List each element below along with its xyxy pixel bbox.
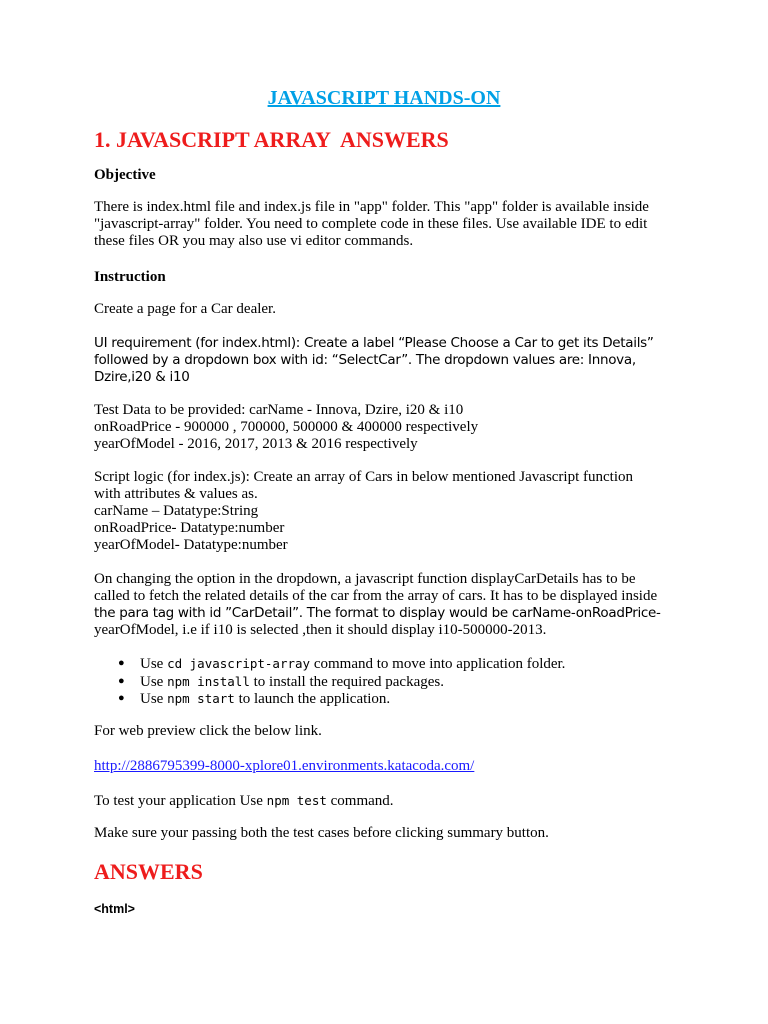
paragraph-line: Create a page for a Car dealer. [94,301,276,317]
bullet-icon: ● [118,657,125,669]
inline-code: npm test [266,793,327,808]
bullet-icon: ● [118,674,125,687]
paragraph-line: called to fetch the related details of the car from the array of cars. It has to be displayed inside [94,588,658,604]
paragraph-line: On changing the option in the dropdown, a javascript function displayCarDetails has to be [94,571,636,587]
paragraph-line: Dzire,i20 & i10 [94,369,190,385]
paragraph-line: UI requirement (for index.html): Create a label “Please Choose a Car to get its Details” [94,335,654,351]
test-data-paragraph [94,402,684,453]
command-bullet-list [94,655,654,708]
list-item [94,673,654,691]
paragraph-line: the para tag with id ”CarDetail”. The format to display would be carName-onRoadPrice- [94,605,661,621]
instruction-heading: Instruction [94,269,166,285]
list-item [94,690,654,708]
web-preview-text: For web preview click the below link. [94,723,322,739]
inline-code: cd javascript-array [167,656,311,671]
ui-requirement-paragraph [94,335,684,386]
document-title: JAVASCRIPT HANDS-ON [267,87,501,109]
answers-heading: ANSWERS [94,859,203,884]
paragraph-line: onRoadPrice - 900000 , 700000, 500000 & 400000 respectively [94,419,479,435]
inline-code: npm install [167,673,250,689]
paragraph-line: followed by a dropdown box with id: “SelectCar”. The dropdown values are: Innova, [94,352,636,368]
bullet-text: Use npm install to install the required packages. [140,673,444,690]
bullet-icon: ● [118,692,125,704]
section-heading: 1. JAVASCRIPT ARRAY ANSWERS [94,127,449,152]
objective-heading: Objective [94,167,156,183]
paragraph-line: Test Data to be provided: carName - Innova, Dzire, i20 & i10 [94,402,464,418]
paragraph-line: yearOfModel- Datatype:number [94,537,288,553]
objective-paragraph [94,199,684,250]
inline-code: npm start [167,691,235,706]
code-line: <html> [94,902,135,916]
paragraph-line: with attributes & values as. [94,486,258,502]
instruction-paragraph [94,301,684,318]
script-logic-paragraph [94,469,684,554]
preview-link[interactable]: http://2886795399-8000-xplore01.environments.katacoda.com/ [94,758,475,774]
paragraph-line: yearOfModel - 2016, 2017, 2013 & 2016 respectively [94,436,418,452]
list-item [94,655,654,673]
passing-note-text: Make sure your passing both the test cases before clicking summary button. [94,825,549,841]
paragraph-line: these files OR you may also use vi editor commands. [94,233,414,249]
paragraph-line: There is index.html file and index.js file in "app" folder. This "app" folder is available inside [94,199,649,215]
paragraph-line: "javascript-array" folder. You need to complete code in these files. Use available IDE to edit [94,216,648,232]
paragraph-line: carName – Datatype:String [94,503,259,519]
dropdown-behavior-paragraph [94,571,684,639]
bullet-text: Use npm start to launch the application. [140,691,391,707]
preview-link-line [94,758,684,775]
paragraph-line: onRoadPrice- Datatype:number [94,520,285,536]
bullet-text: Use cd javascript-array command to move into application folder. [140,656,566,672]
paragraph-line: yearOfModel, i.e if i10 is selected ,then it should display i10-500000-2013. [94,622,547,638]
paragraph-line: Script logic (for index.js): Create an array of Cars in below mentioned Javascript function [94,469,634,485]
test-command-text: To test your application Use npm test command. [94,793,394,809]
